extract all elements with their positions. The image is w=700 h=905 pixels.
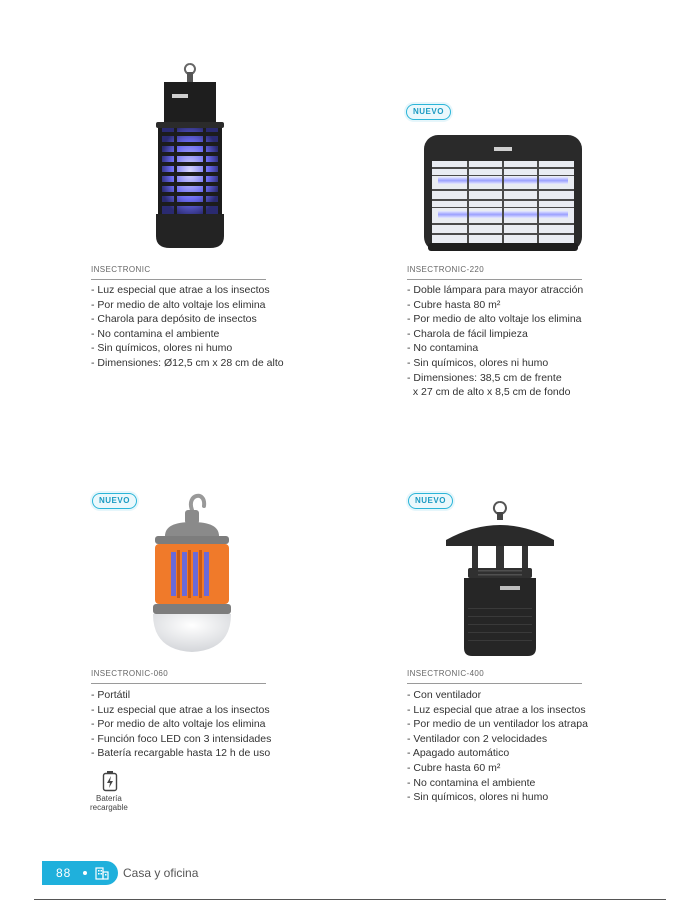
model-label: INSECTRONIC-060: [91, 669, 266, 684]
product-image-insectronic: [150, 60, 230, 260]
feature-item: - Charola de fácil limpieza: [407, 327, 528, 340]
battery-icon: [102, 770, 118, 797]
feature-item: - Función foco LED con 3 intensidades: [91, 732, 272, 745]
feature-item: - Cubre hasta 60 m²: [407, 761, 501, 774]
page-number-pill: [42, 861, 118, 885]
feature-item: x 27 cm de alto x 8,5 cm de fondo: [407, 386, 571, 399]
product-image-insectronic-060: [147, 492, 237, 662]
feature-list: [91, 283, 284, 371]
feature-item: - Luz especial que atrae a los insectos: [407, 703, 586, 716]
feature-item: - Portátil: [91, 689, 131, 701]
feature-list: [91, 688, 271, 761]
feature-item: - Doble lámpara para mayor atracción: [407, 284, 584, 296]
feature-list: [407, 283, 583, 400]
feature-item: - Luz especial que atrae a los insectos: [91, 284, 270, 296]
model-label: INSECTRONIC-220: [407, 265, 582, 280]
feature-item: - Sin químicos, olores ni humo: [91, 342, 233, 355]
feature-item: - Luz especial que atrae a los insectos: [91, 703, 270, 716]
feature-item: - No contamina el ambiente: [407, 776, 536, 789]
feature-item: - Por medio de alto voltaje los elimina: [91, 718, 266, 731]
model-label: INSECTRONIC: [91, 265, 266, 280]
feature-list: [407, 688, 588, 805]
feature-item: - Apagado automático: [407, 747, 510, 760]
feature-item: - Batería recargable hasta 12 h de uso: [91, 747, 271, 760]
feature-item: - Con ventilador: [407, 689, 482, 701]
new-badge: NUEVO: [406, 104, 451, 120]
battery-label: Batería: [96, 794, 122, 803]
feature-item: - Sin químicos, olores ni humo: [407, 356, 549, 369]
product-image-insectronic-400: [444, 498, 556, 663]
office-building-icon: [94, 865, 110, 884]
feature-item: - Ventilador con 2 velocidades: [407, 732, 548, 745]
feature-item: - Por medio de un ventilador los atrapa: [407, 718, 588, 731]
feature-item: - Por medio de alto voltaje los elimina: [91, 298, 266, 311]
battery-label: recargable: [90, 803, 128, 812]
feature-item: - Dimensiones: Ø12,5 cm x 28 cm de alto: [91, 356, 284, 369]
footer-divider: [34, 899, 666, 900]
feature-item: - Charola para depósito de insectos: [91, 313, 257, 326]
feature-item: - Por medio de alto voltaje los elimina: [407, 313, 582, 326]
feature-item: - Dimensiones: 38,5 cm de frente: [407, 371, 562, 384]
page-number: 88: [56, 866, 72, 880]
feature-item: - Sin químicos, olores ni humo: [407, 791, 549, 804]
new-badge: NUEVO: [408, 493, 453, 509]
feature-item: - No contamina: [407, 342, 479, 355]
model-label: INSECTRONIC-400: [407, 669, 582, 684]
feature-item: - Cubre hasta 80 m²: [407, 298, 501, 311]
section-title: Casa y oficina: [123, 866, 199, 880]
separator-dot: [83, 871, 87, 875]
product-image-insectronic-220: [422, 133, 584, 258]
new-badge: NUEVO: [92, 493, 137, 509]
feature-item: - No contamina el ambiente: [91, 327, 220, 340]
